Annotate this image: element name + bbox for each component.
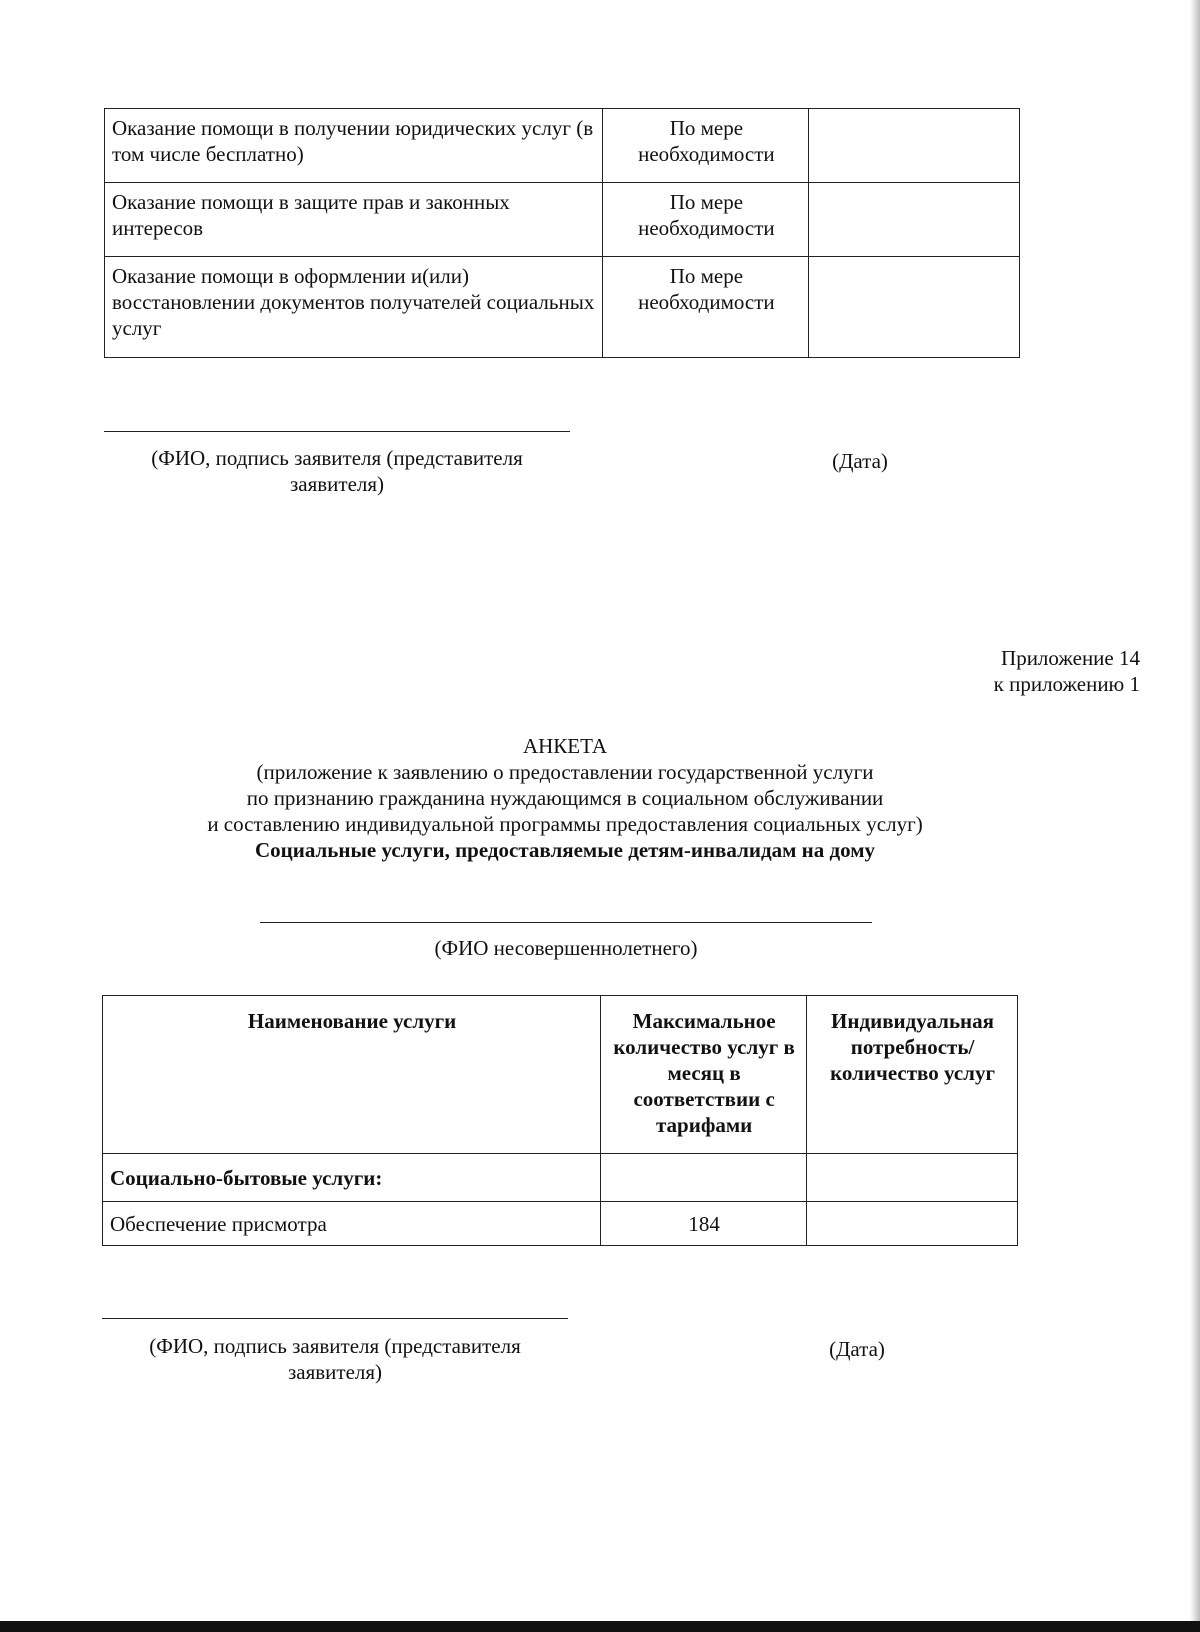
value-cell xyxy=(809,109,1020,183)
date-caption: (Дата) xyxy=(832,449,888,473)
form-title-block xyxy=(0,733,1130,863)
form-heading: Социальные услуги, предоставляемые детям-инвалидам на дому xyxy=(254,838,876,862)
date-caption: (Дата) xyxy=(829,1337,885,1361)
service-name-cell: Оказание помощи в получении юридических услуг (в том числе бесплатно) xyxy=(105,109,603,183)
section-label: Социально-бытовые услуги: xyxy=(103,1154,601,1202)
empty-cell xyxy=(807,1154,1018,1202)
signer-caption xyxy=(102,1333,568,1385)
appendix-reference xyxy=(900,645,1140,697)
minor-name-line xyxy=(260,922,872,923)
service-name-cell: Обеспечение присмотра xyxy=(103,1202,601,1246)
form-subtitle-line2: по признанию гражданина нуждающимся в социальном обслуживании xyxy=(246,786,884,810)
header-individual: Индивидуальная потребность/количество услуг xyxy=(807,996,1018,1154)
frequency-cell: По мере необходимости xyxy=(603,109,809,183)
table-section-row xyxy=(103,1154,1018,1202)
service-name-cell: Оказание помощи в защите прав и законных интересов xyxy=(105,183,603,257)
form-subtitle-line3: и составлению индивидуальной программы предоставления социальных услуг) xyxy=(207,812,923,836)
header-service-name: Наименование услуги xyxy=(103,996,601,1154)
scan-bottom-bar xyxy=(0,1621,1200,1632)
empty-cell xyxy=(601,1154,807,1202)
services-table-continuation xyxy=(104,108,1020,358)
signature-line xyxy=(104,431,570,432)
service-name-cell: Оказание помощи в оформлении и(или) восстановлении документов получателей социальных услуг xyxy=(105,257,603,358)
value-cell xyxy=(809,183,1020,257)
header-max-count: Максимальное количество услуг в месяц в соответствии с тарифами xyxy=(601,996,807,1154)
frequency-cell: По мере необходимости xyxy=(603,183,809,257)
form-subtitle-line1: (приложение к заявлению о предоставлении государственной услуги xyxy=(256,760,874,784)
minor-caption: (ФИО несовершеннолетнего) xyxy=(434,936,698,960)
table-row xyxy=(103,1202,1018,1246)
form-title: АНКЕТА xyxy=(522,734,608,758)
frequency-cell: По мере необходимости xyxy=(603,257,809,358)
value-cell xyxy=(809,257,1020,358)
max-count-cell: 184 xyxy=(601,1202,807,1246)
signer-caption-line2: заявителя) xyxy=(289,472,385,496)
scan-edge-shadow xyxy=(1190,0,1200,1632)
signer-caption xyxy=(104,445,570,497)
signer-caption-line1: (ФИО, подпись заявителя (представителя xyxy=(149,1334,521,1358)
signature-line xyxy=(102,1318,568,1319)
appendix-line1: Приложение 14 xyxy=(1001,646,1140,670)
table-row xyxy=(105,183,1020,257)
appendix-line2: к приложению 1 xyxy=(993,672,1140,696)
services-table xyxy=(102,995,1018,1246)
signer-caption-line2: заявителя) xyxy=(287,1360,383,1384)
table-header-row xyxy=(103,996,1018,1154)
individual-cell xyxy=(807,1202,1018,1246)
table-row xyxy=(105,109,1020,183)
table-row xyxy=(105,257,1020,358)
signer-caption-line1: (ФИО, подпись заявителя (представителя xyxy=(151,446,523,470)
